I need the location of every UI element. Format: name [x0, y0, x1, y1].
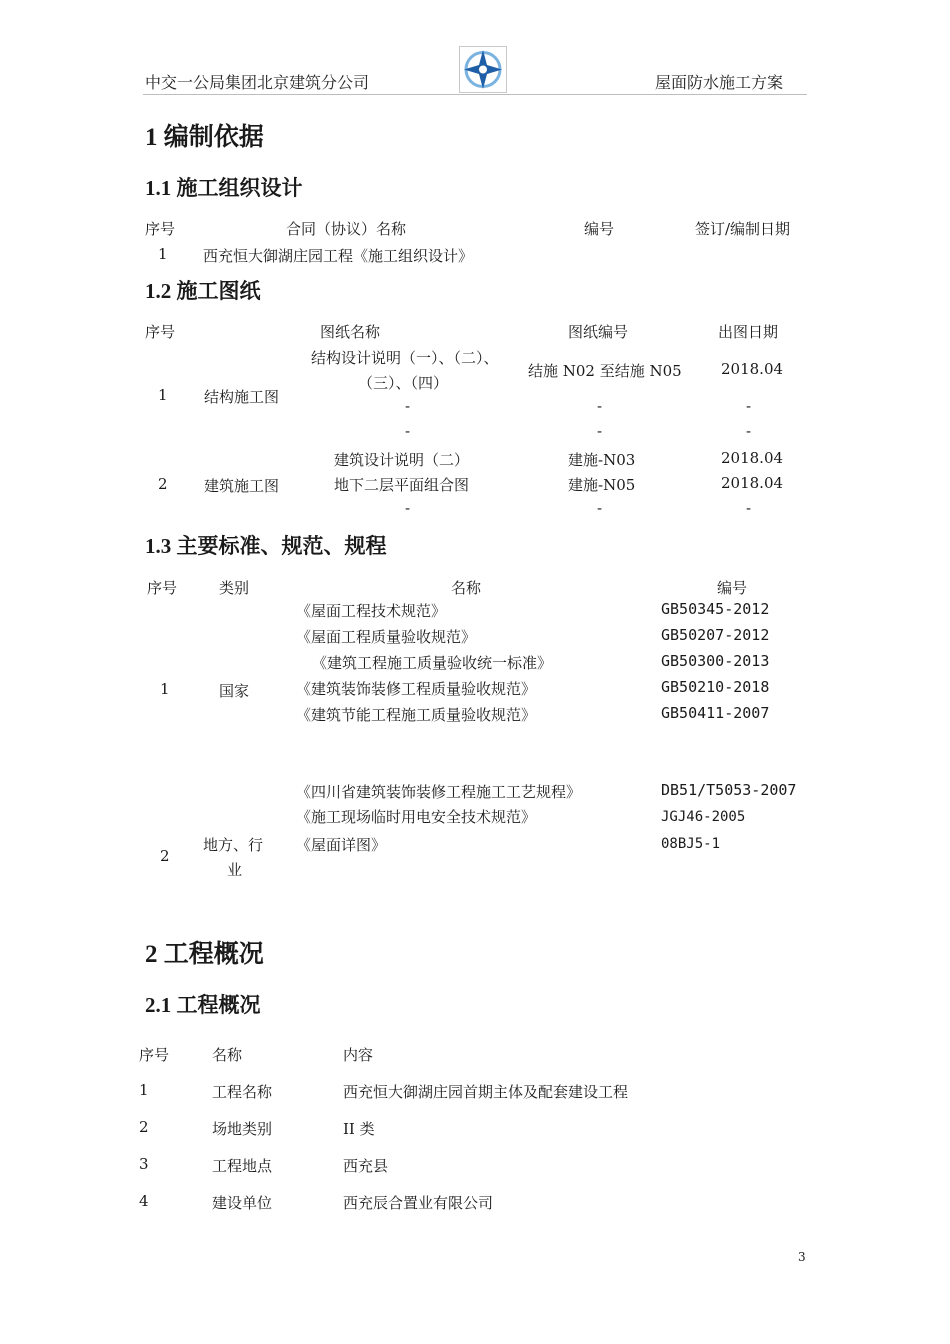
- table-cell-name: 地下二层平面组合图: [334, 476, 470, 494]
- table-cell: 1: [158, 245, 168, 263]
- table-cell-name: 建筑设计说明（二）: [334, 451, 470, 469]
- table-cell-name: 《屋面工程质量验收规范》: [296, 628, 477, 646]
- table-cell-code: GB50345-2012: [661, 600, 770, 618]
- table-cell-date: 2018.04: [721, 474, 784, 492]
- table-header-cell: 序号: [145, 323, 176, 341]
- table-header-cell: 图纸编号: [568, 323, 629, 341]
- table-cell: 3: [139, 1155, 149, 1173]
- table-cell-category: 结构施工图: [204, 388, 280, 406]
- table-header-cell: 图纸名称: [320, 323, 381, 341]
- table-cell: 西充恒大御湖庄园首期主体及配套建设工程: [343, 1083, 629, 1101]
- table-header-cell: 序号: [145, 220, 176, 238]
- table-cell: 西充县: [343, 1157, 389, 1175]
- table-header-cell: 内容: [343, 1046, 374, 1064]
- table-cell-code: 08BJ5-1: [661, 836, 721, 852]
- table-cell-name: 结构设计说明（一）、（二）、: [311, 349, 499, 367]
- table-cell-name: 《建筑节能工程施工质量验收规范》: [296, 706, 537, 724]
- header-doc-title: 屋面防水施工方案: [655, 73, 784, 92]
- table-cell-name: 《四川省建筑装饰装修工程施工工艺规程》: [296, 783, 582, 801]
- table-cell-code: GB50207-2012: [661, 626, 770, 644]
- table-header-cell: 类别: [219, 579, 250, 597]
- table-header-cell: 序号: [139, 1046, 170, 1064]
- table-header-cell: 合同（协议）名称: [286, 220, 407, 238]
- table-cell-name: -: [405, 397, 411, 415]
- table-header-cell: 出图日期: [718, 323, 779, 341]
- table-header-cell: 序号: [147, 579, 178, 597]
- table-cell-category: 业: [227, 861, 243, 879]
- table-cell-name: 《屋面工程技术规范》: [296, 602, 447, 620]
- table-cell-no: 2: [158, 475, 168, 493]
- table-cell-name: -: [405, 422, 411, 440]
- section-2-heading: 2 工程概况: [145, 941, 264, 968]
- table-cell: II 类: [343, 1120, 375, 1138]
- section-1-3-heading: 1.3 主要标准、规范、规程: [145, 534, 387, 558]
- section-1-1-heading: 1.1 施工组织设计: [145, 176, 303, 200]
- table-cell: 工程地点: [212, 1157, 273, 1175]
- table-cell-name: （三）、（四）: [358, 374, 449, 392]
- table-header-cell: 编号: [717, 579, 748, 597]
- table-cell-date: 2018.04: [721, 360, 784, 378]
- table-cell-code: JGJ46-2005: [661, 809, 746, 825]
- table-cell-name: 《建筑装饰装修工程质量验收规范》: [296, 680, 537, 698]
- table-cell-code: GB50411-2007: [661, 704, 770, 722]
- table-cell-code: DB51/T5053-2007: [661, 781, 797, 799]
- table-cell-name: 《屋面详图》: [296, 836, 387, 854]
- table-cell-date: 2018.04: [721, 449, 784, 467]
- header-divider: [143, 94, 807, 95]
- table-cell: 4: [139, 1192, 149, 1210]
- table-header-cell: 名称: [451, 579, 482, 597]
- table-cell: 工程名称: [212, 1083, 273, 1101]
- table-cell: 1: [139, 1081, 149, 1099]
- section-2-1-heading: 2.1 工程概况: [145, 993, 261, 1017]
- table-cell-category: 建筑施工图: [204, 477, 280, 495]
- table-cell: 2: [139, 1118, 149, 1136]
- table-cell-code: GB50300-2013: [661, 652, 770, 670]
- table-cell-code: GB50210-2018: [661, 678, 770, 696]
- table-header-cell: 签订/编制日期: [695, 220, 791, 238]
- table-cell-code: -: [597, 499, 603, 517]
- table-cell: 西充恒大御湖庄园工程《施工组织设计》: [203, 247, 474, 265]
- table-cell-date: -: [746, 422, 752, 440]
- company-logo-icon: [459, 46, 507, 93]
- table-cell-category: 地方、行: [203, 836, 264, 854]
- table-cell-name: 《施工现场临时用电安全技术规范》: [296, 808, 537, 826]
- table-cell-no: 1: [158, 386, 168, 404]
- table-cell-no: 1: [160, 680, 170, 698]
- section-1-heading: 1 编制依据: [145, 124, 264, 151]
- table-cell-code: 结施 N02 至结施 N05: [528, 362, 682, 380]
- table-cell-date: -: [746, 499, 752, 517]
- table-cell: 场地类别: [212, 1120, 273, 1138]
- table-cell-code: 建施-N05: [568, 476, 636, 494]
- table-cell-no: 2: [160, 847, 170, 865]
- table-cell-category: 国家: [219, 682, 250, 700]
- table-cell: 建设单位: [212, 1194, 273, 1212]
- table-cell-code: -: [597, 422, 603, 440]
- header-company: 中交一公局集团北京建筑分公司: [145, 73, 370, 92]
- table-cell-name: 《建筑工程施工质量验收统一标准》: [312, 654, 553, 672]
- table-cell-code: -: [597, 397, 603, 415]
- table-header-cell: 名称: [212, 1046, 243, 1064]
- table-cell-code: 建施-N03: [568, 451, 636, 469]
- table-cell-name: -: [405, 499, 411, 517]
- page-number: 3: [798, 1250, 806, 1264]
- table-header-cell: 编号: [584, 220, 615, 238]
- table-cell: 西充辰合置业有限公司: [343, 1194, 494, 1212]
- table-cell-date: -: [746, 397, 752, 415]
- section-1-2-heading: 1.2 施工图纸: [145, 279, 261, 303]
